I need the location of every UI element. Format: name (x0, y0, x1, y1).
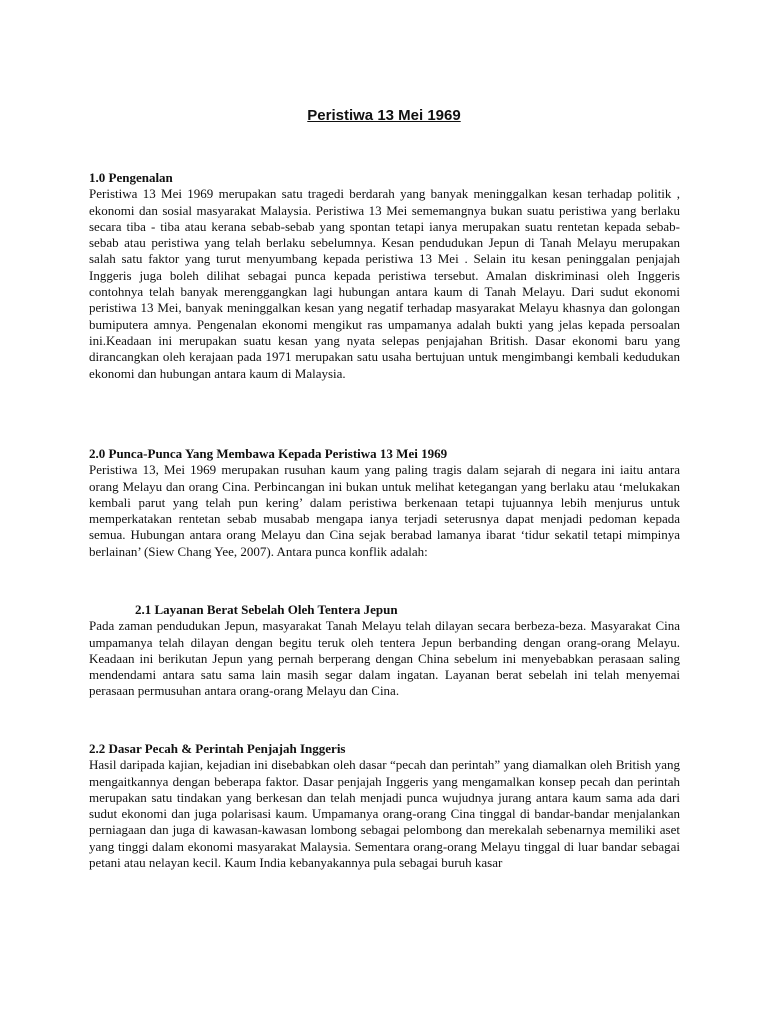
section-heading: 2.0 Punca-Punca Yang Membawa Kepada Peristiwa 13 Mei 1969 (89, 446, 448, 461)
section-punca (89, 446, 680, 560)
section-paragraph: Peristiwa 13, Mei 1969 merupakan rusuhan kaum yang paling tragis dalam sejarah di negara ini iaitu antara orang Melayu dan orang Cina. Perbincangan ini bukan untuk melihat ketegangan yang berlaku atau ‘melukakan kembali parut yang telah pun kering’ dalam peristiwa berkenaan tetapi tujuannya lebih menjurus untuk memperkatakan rentetan sebab musabab mengapa ianya terjadi seterusnya dapat menjadi pedoman kepada semua. Hubungan antara orang Melayu dan Cina sejak berabad lamanya ibarat ‘tidur sekatil tetapi mimpinya berlainan’ (Siew Chang Yee, 2007). Antara punca konflik adalah: (89, 462, 680, 559)
section-heading: 1.0 Pengenalan (89, 170, 173, 185)
section-layanan-jepun (89, 602, 680, 700)
document-title: Peristiwa 13 Mei 1969 (307, 107, 461, 124)
section-paragraph: Pada zaman pendudukan Jepun, masyarakat Tanah Melayu telah dilayan secara berbeza-beza. Masyarakat Cina umpamanya telah dilayan dengan begitu teruk oleh tentera Jepun berbanding dengan orang-orang Melayu. Keadaan ini berikutan Jepun yang pernah berperang dengan China sebelum ini menyebabkan perasaan saling mendendami antara satu sama lain masih segar dalam ingatan. Layanan berat sebelah ini telah menyemai perasaan permusuhan antara orang-orang Melayu dan Cina. (89, 618, 680, 699)
section-dasar-pecah-perintah (89, 741, 680, 871)
section-heading: 2.2 Dasar Pecah & Perintah Penjajah Inggeris (89, 741, 346, 756)
section-paragraph: Hasil daripada kajian, kejadian ini disebabkan oleh dasar “pecah dan perintah” yang diamalkan oleh British yang mengaitkannya dengan beberapa faktor. Dasar penjajah Inggeris yang mengamalkan konsep pecah dan perintah merupakan satu tindakan yang berkesan dan telah menjadi punca wujudnya jurang antara kaum sama ada dari sudut ekonomi dan juga polarisasi kaum. Umpamanya orang-orang Cina tinggal di bandar-bandar menjalankan perniagaan dan juga di kawasan-kawasan lombong sebagai pelombong dan merekalah sebenarnya memiliki aset yang tinggi dalam ekonomi masyarakat Malaysia. Sementara orang-orang Melayu tinggal di luar bandar sebagai petani atau nelayan kecil. Kaum India kebanyakannya pula sebagai buruh kasar (89, 757, 680, 871)
section-pengenalan (89, 170, 680, 382)
section-heading: 2.1 Layanan Berat Sebelah Oleh Tentera Jepun (135, 602, 398, 617)
section-paragraph: Peristiwa 13 Mei 1969 merupakan satu tragedi berdarah yang banyak meninggalkan kesan terhadap politik , ekonomi dan sosial masyarakat Malaysia. Peristiwa 13 Mei sememangnya bukan suatu peristiwa yang berlaku secara tiba - tiba atau kerana sebab-sebab yang spontan tetapi ianya merupakan suatu rentetan kepada sebab-sebab atau peristiwa yang telah berlaku sebelumnya. Kesan pendudukan Jepun di Tanah Melayu merupakan salah satu faktor yang turut menyumbang kepada peristiwa 13 Mei . Selain itu kesan peninggalan penjajah Inggeris juga boleh dilihat sebagai punca kepada peristiwa tersebut. Amalan diskriminasi oleh Inggeris contohnya telah banyak merenggangkan lagi hubungan antara kaum di Tanah Melayu. Dari sudut ekonomi peristiwa 13 Mei, banyak meninggalkan kesan yang negatif terhadap masyarakat Melayu khasnya dan golongan bumiputera amnya. Pengenalan ekonomi mengikut ras umpamanya adalah bukti yang jelas kepada persoalan ini.Keadaan ini merupakan suatu kesan yang nyata selepas penjajahan British. Dasar ekonomi baru yang dirancangkan oleh kerajaan pada 1971 merupakan satu usaha bertujuan untuk mengimbangi kembali kedudukan ekonomi dan hubungan antara kaum di Malaysia. (89, 186, 680, 381)
